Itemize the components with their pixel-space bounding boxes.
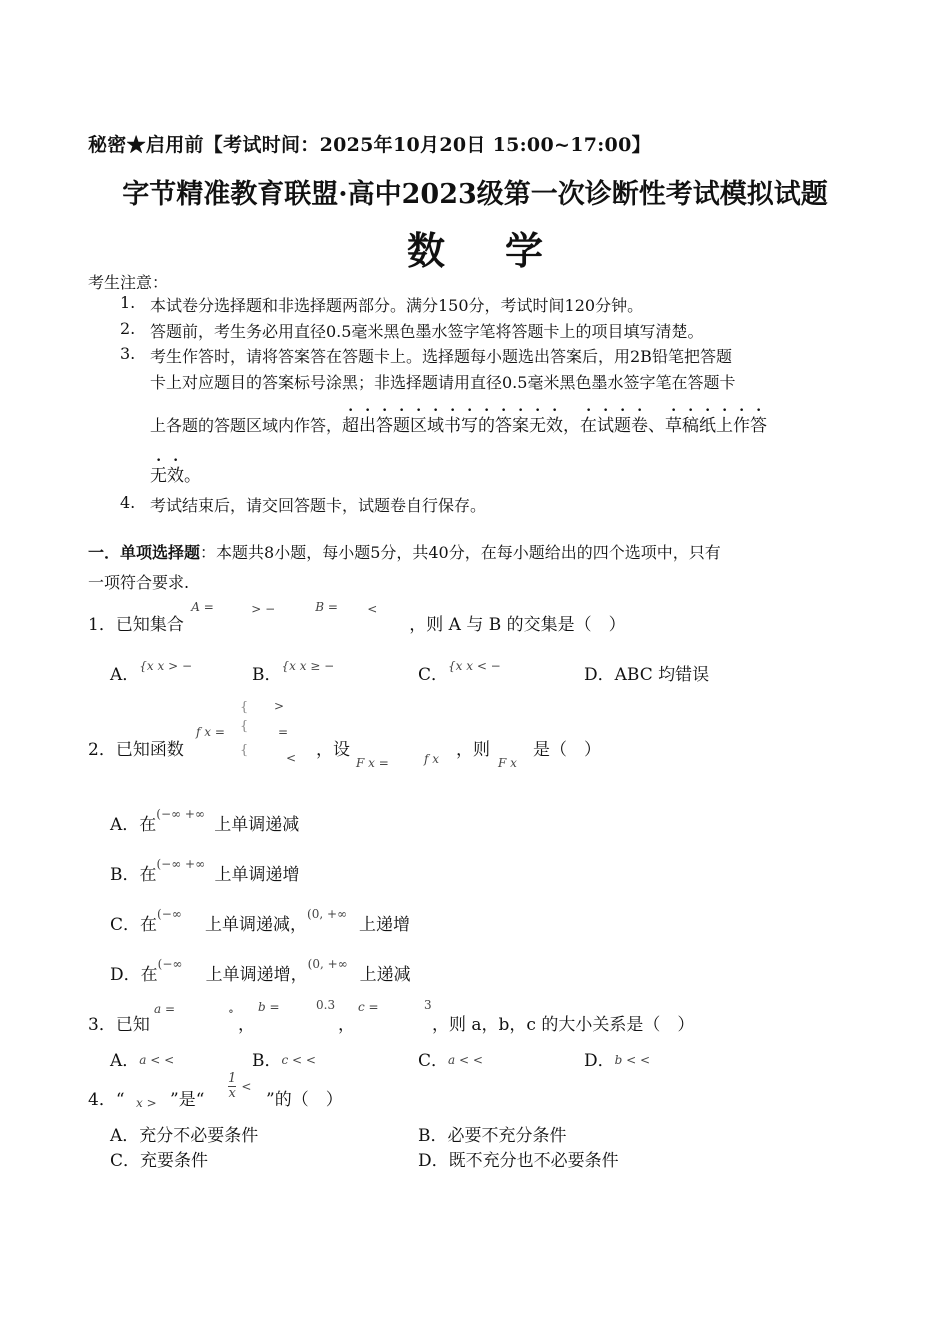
option-text: 上递增: [359, 915, 411, 935]
section-heading: [88, 540, 721, 563]
math-text: b =: [258, 1000, 280, 1014]
q1-option-d: D．ABC 均错误: [584, 665, 710, 685]
math-text: f x: [424, 752, 440, 766]
q2-stem-end: 是（ ）: [533, 740, 601, 760]
q2-option-d: [110, 957, 411, 985]
option-text: 上单调递减，: [205, 915, 308, 935]
math-text: (−∞ +∞: [156, 857, 206, 871]
subject-title: 数学: [406, 228, 603, 273]
math-text: F x: [498, 756, 517, 770]
math-text: F x =: [356, 756, 389, 770]
brace-icon: {: [240, 743, 249, 758]
option-label: A．: [110, 1051, 140, 1071]
math-text: A =: [191, 600, 214, 614]
option-label: B．: [252, 665, 282, 685]
math-text: (−∞: [157, 957, 183, 971]
math-text: a < <: [448, 1053, 483, 1067]
q1-set-b: [309, 600, 409, 630]
q3-option-b: [252, 1046, 316, 1071]
notice-line: 考试结束后，请交回答题卡，试题卷自行保存。: [150, 496, 487, 515]
option-label: A．在: [110, 815, 157, 835]
option-label: C．在: [110, 915, 158, 935]
notice-heading: 考生注意：: [88, 273, 169, 292]
q4-option-b: B．必要不充分条件: [418, 1126, 567, 1146]
math-text: f x =: [196, 725, 225, 739]
q4-stem-mid: ”是“: [170, 1090, 205, 1110]
math-text: {x x < −: [448, 659, 501, 673]
notice-line: 本试卷分选择题和非选择题两部分。满分150分，考试时间120分钟。: [150, 296, 644, 315]
math-text: <: [286, 751, 297, 765]
exam-secret-line: 秘密★启用前【考试时间：2025年10月20日 15:00~17:00】: [88, 134, 651, 156]
fraction: [228, 1072, 236, 1101]
math-text: c < <: [281, 1053, 316, 1067]
q4-option-d: D．既不充分也不必要条件: [418, 1151, 619, 1171]
section-label: 一．单项选择题: [88, 543, 201, 562]
math-text: {x x > −: [139, 659, 193, 673]
option-label: D．: [584, 1051, 615, 1071]
option-text: 上单调递增: [214, 865, 300, 885]
q4-stem-end: ”的（ ）: [266, 1090, 343, 1110]
brace-icon: {: [240, 719, 249, 734]
q1-stem-end: ，则 A 与 B 的交集是（ ）: [409, 615, 626, 635]
option-label: B．在: [110, 865, 157, 885]
q3-stem-end: ，则 a，b，c 的大小关系是（ ）: [432, 1015, 695, 1035]
q1-option-c: [418, 660, 501, 685]
q1-set-a: [189, 600, 309, 630]
notice-number: 1.: [120, 293, 136, 312]
q3-comma: ，: [338, 1015, 355, 1035]
math-text: >: [274, 699, 285, 713]
math-text: (−∞ +∞: [156, 807, 205, 821]
q2-option-c: [110, 907, 411, 935]
math-text: =: [278, 725, 289, 739]
math-text: (0, +∞: [307, 907, 348, 921]
math-text: B =: [315, 600, 338, 614]
q3-option-d: [584, 1046, 650, 1071]
q4-option-a: A．充分不必要条件: [110, 1126, 259, 1146]
notice-line-plain: 上各题的答题区域内作答，: [150, 416, 343, 435]
brace-icon: {: [240, 700, 249, 715]
q1-option-b: [252, 660, 334, 685]
q2-option-b: [110, 857, 300, 885]
math-text: a =: [154, 1002, 176, 1016]
q3-comma: ，: [238, 1015, 255, 1035]
notice-emphasis-text: 超出答题区域书写的答案无效，在试题卷、草稿纸上作答: [342, 416, 768, 436]
math-text: x >: [136, 1096, 157, 1110]
q3-option-a: [110, 1046, 174, 1071]
q3-option-c: [418, 1046, 483, 1071]
question-4-stem: 4．“: [88, 1090, 125, 1110]
notice-line: [150, 406, 767, 436]
option-label: C．: [418, 665, 449, 685]
option-label: A．: [110, 665, 140, 685]
notice-number: 3.: [120, 344, 136, 363]
q2-piecewise: [196, 695, 306, 770]
fraction-denominator: x: [228, 1086, 236, 1101]
notice-number: 4.: [120, 493, 136, 512]
q4-fraction: [228, 1072, 251, 1101]
section-desc: ：本题共8小题，每小题5分，共40分，在每小题给出的四个选项中，只有: [200, 543, 721, 562]
q4-option-c: C．充要条件: [110, 1151, 209, 1171]
notice-line: 卡上对应题目的答案标号涂黑；非选择题请用直径0.5毫米黑色墨水签字笔在答题卡: [150, 373, 736, 392]
notice-number: 2.: [120, 319, 136, 338]
question-1: [88, 600, 626, 635]
option-text: 上单调递增，: [205, 965, 308, 985]
math-text: > −: [251, 602, 276, 616]
math-text: (0, +∞: [307, 957, 348, 971]
fraction-numerator: 1: [228, 1071, 237, 1086]
math-text: {x x ≥ −: [281, 659, 335, 673]
question-3-stem: 3．已知: [88, 1015, 150, 1035]
q1-option-a: [110, 660, 192, 685]
q2-stem-mid: ，设: [316, 740, 350, 760]
math-text: <: [241, 1079, 252, 1094]
q1-stem: 1．已知集合: [88, 615, 184, 635]
option-text: 上递减: [359, 965, 411, 985]
math-text: c =: [358, 1000, 379, 1014]
question-2-stem: 2．已知函数: [88, 740, 184, 760]
option-label: C．: [418, 1051, 449, 1071]
math-text: 3: [424, 998, 432, 1012]
option-label: D．在: [110, 965, 158, 985]
q2-option-a: [110, 807, 300, 835]
q2-stem-mid2: ，则: [456, 740, 490, 760]
option-label: B．: [252, 1051, 282, 1071]
notice-line: 考生作答时，请将答案答在答题卡上。选择题每小题选出答案后，用2B铅笔把答题: [150, 347, 732, 366]
math-text: <: [367, 602, 378, 616]
notice-line: 答题前，考生务必用直径0.5毫米黑色墨水签字笔将答题卡上的项目填写清楚。: [150, 322, 704, 341]
math-text: a < <: [139, 1053, 175, 1067]
math-text: (−∞: [157, 907, 182, 921]
math-text: b < <: [614, 1053, 651, 1067]
math-text: ∘: [228, 1004, 234, 1018]
exam-title: 字节精准教育联盟·高中2023级第一次诊断性考试模拟试题: [122, 179, 828, 210]
option-text: 上单调递减: [214, 815, 300, 835]
math-text: 0.3: [316, 998, 336, 1012]
notice-emphasis-tail: 无效。: [150, 466, 201, 486]
section-desc-cont: 一项符合要求.: [88, 573, 190, 592]
